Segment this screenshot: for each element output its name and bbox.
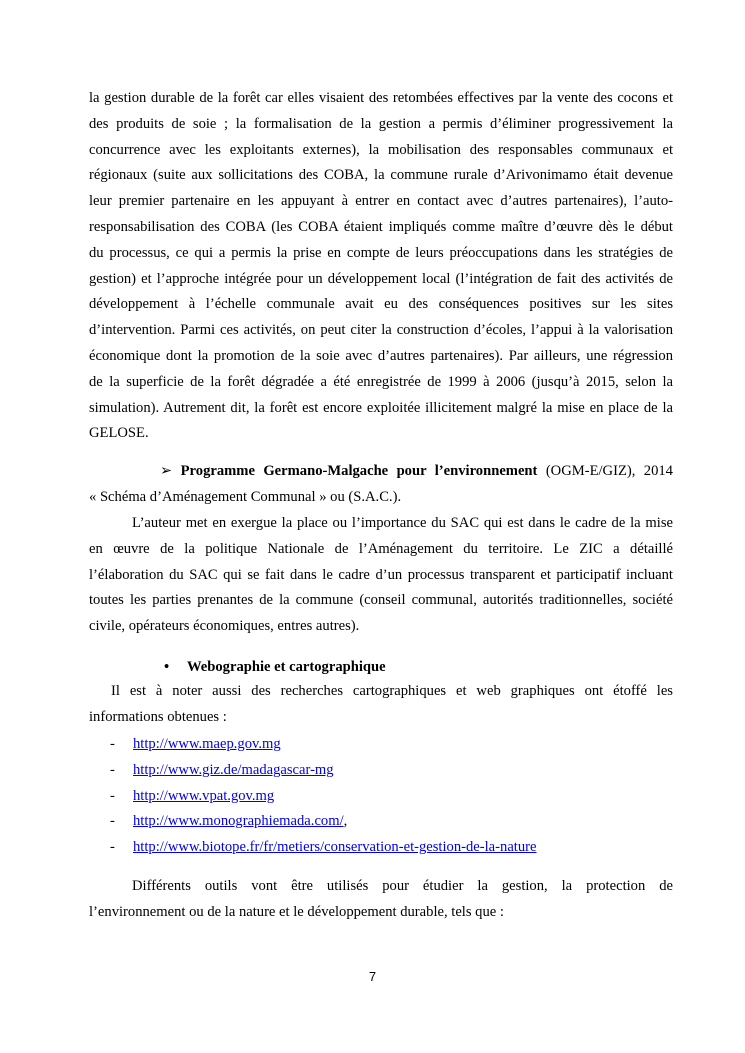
link-vpat[interactable]: http://www.vpat.gov.mg (133, 787, 275, 804)
text-line: L’auteur met en exergue la place ou l’importance du SAC qui est dans le cadre de la mise (132, 515, 673, 531)
text-line: l’élaboration du SAC qui se fait dans le cadre d’un processus transparent et participatif incluant (89, 566, 673, 583)
text-line: économique dont la promotion de la soie avec d’autres partenaires). Par ailleurs, une régression (89, 347, 673, 364)
paragraph-webographie-intro (89, 679, 673, 731)
text-line: leur premier partenaire en les appuyant à entrer en contact avec d’autres partenaires), l’auto- (89, 193, 673, 210)
list-item (110, 758, 537, 784)
text-line: du processus, ce qui a permis la prise en compte de leurs préoccupations dans les stratégies de (89, 244, 673, 261)
link-biotope[interactable]: http://www.biotope.fr/fr/metiers/conservation-et-gestion-de-la-nature (133, 839, 537, 856)
link-maep[interactable]: http://www.maep.gov.mg (133, 736, 281, 752)
link-suffix: , (343, 813, 348, 830)
text-line: civile, opérateurs économiques, entres autres). (89, 618, 360, 635)
dash-bullet: - (110, 761, 115, 778)
dash-bullet: - (110, 839, 115, 856)
dash-bullet: - (110, 813, 115, 830)
programme-subtitle: « Schéma d’Aménagement Communal » ou (S.A.C.). (89, 489, 402, 505)
text-line: Différents outils vont être utilisés pour étudier la gestion, la protection de (132, 878, 673, 894)
programme-title: Programme Germano-Malgache pour l’environnement (180, 463, 538, 479)
programme-heading (160, 459, 673, 485)
text-line: toutes les parties prenantes de la commune (conseil communal, autorités traditionnelles, société (89, 592, 673, 609)
text-line: régionaux (suite aux sollicitations des COBA, la commune rurale d’Arivonimamo était devenue (89, 167, 673, 184)
bullet-icon: • (164, 659, 170, 675)
list-item (110, 835, 537, 861)
text-line: l’environnement ou de la nature et le développement durable, tels que : (89, 903, 504, 920)
text-line: en œuvre de la politique Nationale de l’Aménagement du territoire. Le ZIC a détaillé (89, 540, 673, 557)
text-line: d’intervention. Parmi ces activités, on peut citer la construction d’écoles, l’appui à la valorisation (89, 322, 673, 339)
dash-bullet: - (110, 736, 115, 752)
webographie-title: Webographie et cartographique (187, 659, 386, 675)
text-line: de la superficie de la forêt dégradée a été enregistrée de 1999 à 2006 (jusqu’à 2015, selon la (89, 373, 673, 390)
text-line: gestion) et l’approche intégrée pour un développement local (l’intégration de fait des activités de (89, 270, 673, 287)
list-item (110, 809, 537, 835)
page-number: 7 (368, 969, 377, 984)
text-line: simulation). Autrement dit, la forêt est encore exploitée illicitement malgré la mise en place de la (89, 399, 673, 416)
text-line: concurrence avec les exploitants externes), la mobilisation des responsables communaux et (89, 141, 673, 158)
text-line: des produits de soie ; la formalisation de la gestion a permis d’éliminer progressivement la (89, 115, 673, 132)
dash-bullet: - (110, 787, 115, 804)
text-line: responsabilisation des COBA (les COBA étaient impliqués comme maître d’œuvre dès le début (89, 218, 673, 235)
paragraph-gestion-durable (89, 86, 673, 447)
link-giz[interactable]: http://www.giz.de/madagascar-mg (133, 761, 334, 778)
link-monographiemada[interactable]: http://www.monographiemada.com/ (133, 813, 344, 830)
text-line: développement à l’échelle communale avait eu des conséquences positives sur les sites (89, 296, 673, 313)
text-line: la gestion durable de la forêt car elles visaient des retombées effectives par la vente des cocons et (89, 90, 673, 106)
paragraph-sac (89, 511, 673, 640)
programme-reference: (OGM-E/GIZ), 2014 (545, 463, 673, 479)
webographie-heading (164, 655, 386, 681)
text-line: informations obtenues : (89, 708, 227, 725)
arrow-bullet-icon: ➢ (160, 463, 173, 479)
link-list (110, 732, 537, 861)
list-item (110, 784, 537, 810)
list-item (110, 732, 537, 758)
text-line: GELOSE. (89, 425, 149, 442)
text-line: Il est à noter aussi des recherches cartographiques et web graphiques ont étoffé les (111, 683, 673, 699)
paragraph-outils (89, 874, 673, 926)
